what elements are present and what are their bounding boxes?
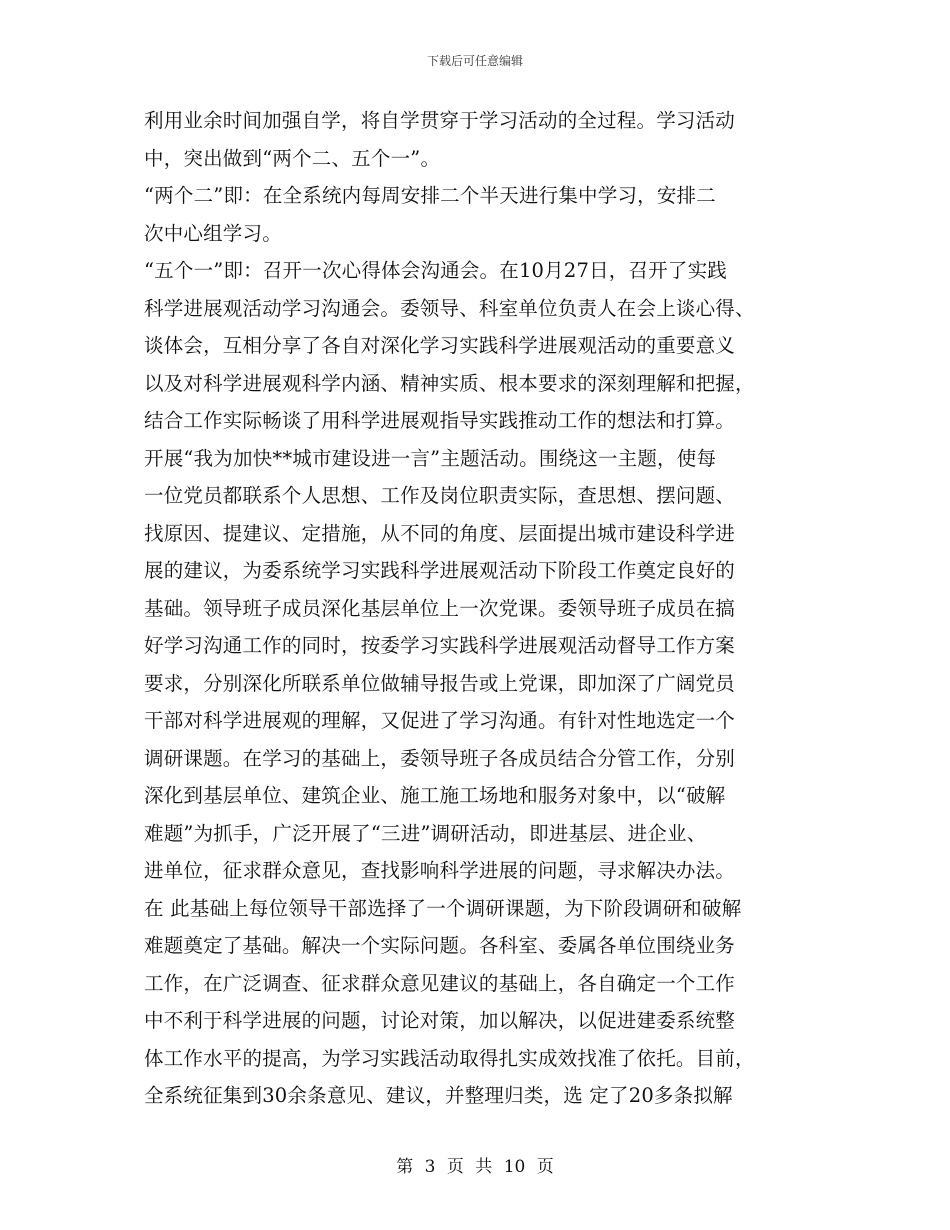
body-line: 干部对科学进展观的理解，又促进了学习沟通。有针对性地选定一个 — [144, 709, 736, 732]
body-line: 谈体会，互相分享了各自对深化学习实践科学进展观活动的重要意义 — [144, 334, 736, 357]
body-line: 体工作水平的提高，为学习实践活动取得扎实成效找准了依托。目前， — [144, 1046, 755, 1070]
body-line: 科学进展观活动学习沟通会。委领导、科室单位负责人在会上谈心得、 — [144, 296, 755, 320]
body-line: 调研课题。在学习的基础上，委领导班子各成员结合分管工作，分别 — [144, 746, 736, 770]
body-line: 深化到基层单位、建筑企业、施工施工场地和服务对象中，以“破解 — [144, 784, 726, 807]
body-line: 好学习沟通工作的同时，按委学习实践科学进展观活动督导工作方案 — [144, 634, 736, 657]
body-line: 基础。领导班子成员深化基层单位上一次党课。委领导班子成员在搞 — [144, 596, 736, 620]
body-line: 一位党员都联系个人思想、工作及岗位职责实际，查思想、摆问题、 — [144, 484, 736, 507]
body-line: 在 此基础上每位领导干部选择了一个调研课题，为下阶段调研和破解 — [144, 896, 742, 920]
body-line: 中不利于科学进展的问题，讨论对策，加以解决，以促进建委系统整 — [144, 1009, 736, 1032]
body-line: “五个一”即：召开一次心得体会沟通会。在10月27日，召开了实践 — [144, 259, 727, 282]
body-line: 次中心组学习。 — [144, 221, 282, 245]
body-line: 工作，在广泛调查、征求群众意见建议的基础上，各自确定一个工作 — [144, 971, 736, 995]
body-line: 结合工作实际畅谈了用科学进展观指导实践推动工作的想法和打算。 — [144, 409, 736, 432]
body-line: 开展“我为加快**城市建设进一言”主题活动。围绕这一主题，使每 — [144, 446, 717, 470]
document-body — [144, 102, 814, 1115]
body-line: 难题”为抓手，广泛开展了“三进”调研活动，即进基层、进企业、 — [144, 821, 707, 845]
page-header-note: 下载后可任意编辑 — [426, 54, 523, 68]
page-number: 第 3 页 共 10 页 — [396, 1157, 554, 1177]
body-line: 进单位，征求群众意见，查找影响科学进展的问题，寻求解决办法。 — [144, 859, 736, 882]
body-line: 难题奠定了基础。解决一个实际问题。各科室、委属各单位围绕业务 — [144, 934, 736, 957]
body-line: 找原因、提建议、定措施，从不同的角度、层面提出城市建设科学进 — [144, 521, 736, 545]
body-line: “两个二”即：在全系统内每周安排二个半天进行集中学习，安排二 — [144, 184, 716, 207]
body-line: 利用业余时间加强自学，将自学贯穿于学习活动的全过程。学习活动 — [144, 109, 736, 132]
body-line: 要求，分别深化所联系单位做辅导报告或上党课，即加深了广阔党员 — [144, 671, 736, 695]
body-line: 中，突出做到“两个二、五个一”。 — [144, 146, 441, 170]
body-line: 展的建议，为委系统学习实践科学进展观活动下阶段工作奠定良好的 — [144, 559, 736, 582]
body-line: 全系统征集到30余条意见、建议，并整理归类，选 定了20多条拟解 — [144, 1084, 733, 1107]
body-line: 以及对科学进展观科学内涵、精神实质、根本要求的深刻理解和把握， — [144, 371, 755, 395]
